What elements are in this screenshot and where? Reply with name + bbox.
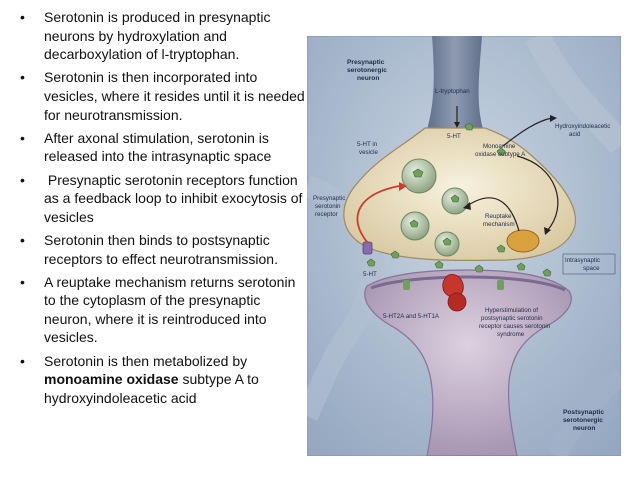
label-line: postsynaptic serotonin	[481, 315, 543, 322]
label-line: oxidase subtype A	[475, 151, 526, 158]
label-line: neuron	[573, 425, 596, 432]
serotonin-synapse-figure	[307, 36, 621, 456]
bullet-text: A reuptake mechanism returns serotonin to the cytoplasm of the presynaptic neuron, where it is reintroduced into vesicles.	[44, 273, 296, 346]
label-line: Monoamine	[483, 143, 516, 150]
bullet-item	[14, 8, 306, 64]
bullet-dot: •	[20, 69, 25, 86]
label-line: Presynaptic	[347, 59, 385, 66]
label-line: Postsynaptic	[563, 409, 605, 416]
bullet-list	[14, 8, 306, 412]
receptor-green	[403, 280, 410, 290]
label-reuptake-mechanism	[483, 213, 515, 228]
bullet-dot: •	[20, 9, 25, 25]
bullet-dot: •	[20, 171, 25, 188]
label-line: syndrome	[497, 331, 525, 338]
bullet-text: Serotonin is then incorporated into vesicles, where it resides until it is needed for neurotransmission.	[44, 69, 305, 123]
bullet-dot: •	[20, 273, 25, 290]
presynaptic-axon	[425, 36, 485, 136]
label-5ht-mid: 5-HT	[363, 271, 377, 278]
bullet-item	[14, 352, 306, 408]
label-line: serotonergic	[347, 67, 387, 74]
label-line: Reuptake	[485, 213, 512, 220]
bullet-item	[14, 231, 306, 268]
label-5ht-top: 5-HT	[447, 133, 461, 140]
bullet-dot: •	[20, 352, 25, 369]
label-line: serotonin	[315, 203, 341, 210]
bullet-item	[14, 129, 306, 166]
bullet-text-bold: monoamine oxidase	[44, 371, 179, 388]
bullet-text: After axonal stimulation, serotonin is released into the intrasynaptic space	[44, 129, 272, 165]
receptor-green	[497, 280, 504, 290]
label-line: Hyperstimulation of	[485, 307, 538, 314]
label-line: mechanism	[483, 221, 515, 228]
bullet-item	[14, 273, 306, 347]
label-line: Presynaptic	[313, 195, 346, 202]
label-line: Hydroxyindoleacetic	[555, 123, 611, 130]
label-5ht-receptors: 5-HT2A and 5-HT1A	[383, 313, 440, 320]
label-line: receptor	[315, 211, 338, 218]
label-line: serotonergic	[563, 417, 603, 424]
bullet-item	[14, 68, 306, 124]
label-l-tryptophan: L-tryptophan	[435, 88, 470, 95]
label-line: neuron	[357, 75, 380, 82]
bullet-text-post: subtype A to hydroxyindoleacetic acid	[44, 371, 259, 406]
bullet-text: Presynaptic serotonin receptors function as a feedback loop to inhibit exocytosis of vesicles	[44, 171, 307, 225]
receptor-red-base	[448, 293, 466, 311]
presynaptic-receptor	[363, 242, 372, 254]
label-line: Intrasynaptic	[565, 257, 601, 264]
bullet-text-pre: Serotonin is then metabolized by	[44, 352, 248, 369]
bullet-dot: •	[20, 231, 25, 248]
label-line: 5-HT in	[357, 141, 378, 148]
bullet-item	[14, 171, 306, 227]
label-line: vesicle	[359, 149, 378, 156]
label-line: space	[583, 265, 600, 272]
label-line: receptor causes serotonin	[479, 323, 551, 330]
bullet-text: Serotonin is produced in presynaptic neurons by hydroxylation and decarboxylation of l-tryptophan.	[44, 9, 271, 63]
bullet-text: Serotonin then binds to postsynaptic receptors to effect neurotransmission.	[44, 231, 278, 267]
label-5ht-in-vesicle	[357, 141, 378, 156]
reuptake-transporter	[507, 230, 539, 252]
bullet-dot: •	[20, 129, 25, 146]
label-line: acid	[569, 131, 581, 138]
